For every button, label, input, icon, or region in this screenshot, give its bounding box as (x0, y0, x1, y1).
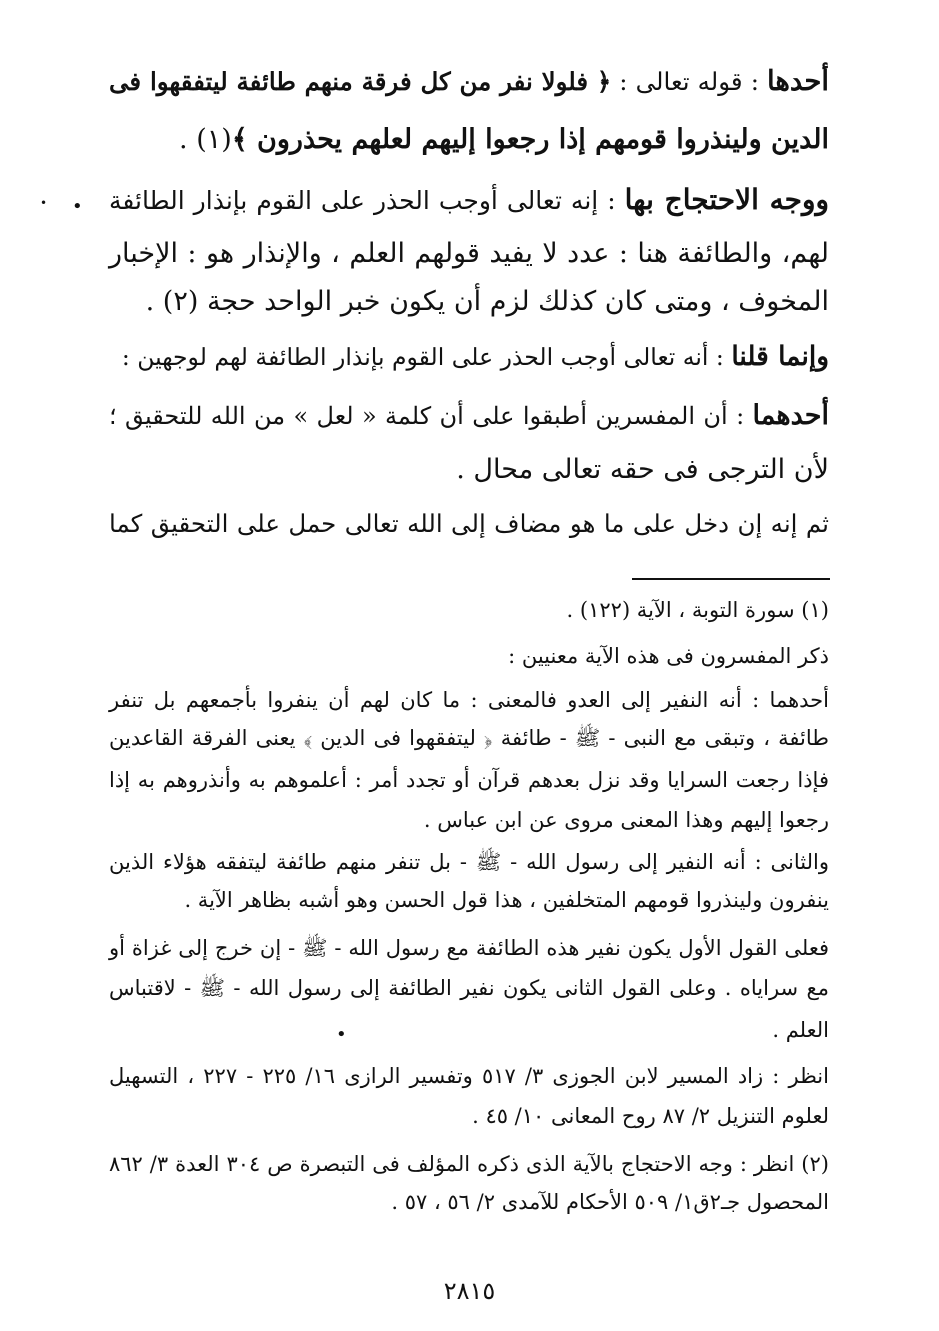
footnote-line-5: فإذا رجعت السرايا وقد نزل بعدهم قرآن أو تجدد أمر : أعلموهم به وأنذروهم به إذا (109, 768, 829, 792)
footnote-line-15: المحصول جـ٢ق١/ ٥٠٩ الأحكام للآمدى ٢/ ٥٦ ، ٥٧ . (391, 1190, 829, 1214)
footnote-line-2: ذكر المفسرون فى هذه الآية معنيين : (508, 644, 829, 668)
footnote-line-1: (١) سورة التوبة ، الآية (١٢٢) . (566, 598, 829, 622)
footnote-line-8: ينفرون ولينذروا قومهم المتخلفين ، هذا قول الحسن وهو أشبه بظاهر الآية . (184, 888, 829, 912)
footnote-line-9: فعلى القول الأول يكون نفير هذه الطائفة مع رسول الله - ﷺ - إن خرج إلى غزاة أو (109, 936, 829, 960)
main-line-3 (109, 183, 829, 216)
paragraph-text: : إنه تعالى أوجب الحذر على القوم بإنذار الطائفة (109, 186, 625, 215)
footnote-line-11: العلم . (772, 1018, 829, 1042)
main-line-4: لهم، والطائفة هنا : عدد لا يفيد قولهم العلم ، والإنذار هو : الإخبار (109, 238, 829, 269)
quran-verse-part-1: ﴿ فلولا نفر من كل فرقة منهم طائفة ليتفقهوا فى (109, 67, 612, 96)
scan-speck: • (336, 1024, 347, 1045)
footnote-separator (632, 578, 830, 580)
paragraph-text: : أنه تعالى أوجب الحذر على القوم بإنذار الطائفة لهم لوجهين : (121, 343, 732, 371)
main-line-5: المخوف ، ومتى كان كذلك لزم أن يكون خبر الواحد حجة (٢) . (145, 286, 829, 317)
paragraph-lead-wajh: ووجه الاحتجاج بها (624, 183, 829, 216)
footnote-line-10: مع سراياه . وعلى القول الثانى يكون نفير الطائفة إلى رسول الله - ﷺ - لاقتباس (109, 976, 829, 1000)
scan-speck: • (40, 196, 48, 210)
main-line-7 (109, 402, 829, 429)
main-line-1 (109, 65, 829, 97)
paragraph-text: : أن المفسرين أطبقوا على أن كلمة « لعل » من الله للتحقيق ؛ (109, 402, 753, 430)
paragraph-lead-ahaduha: أحدها (767, 65, 829, 97)
footnote-ref-1: (١) . (179, 124, 232, 155)
footnote-line-4: طائفة ، وتبقى مع النبى - ﷺ - طائفة ﴿ ليتفقهوا فى الدين ﴾ يعنى الفرقة القاعدين (109, 726, 829, 750)
main-line-2 (109, 126, 829, 153)
footnote-line-13: لعلوم التنزيل ٢/ ٨٧ روح المعانى ١٠/ ٤٥ . (472, 1104, 829, 1128)
footnote-line-6: رجعوا إليهم وهذا المعنى مروى عن ابن عباس . (423, 808, 829, 832)
main-line-9: ثم إنه إن دخل على ما هو مضاف إلى الله تعالى حمل على التحقيق كما (109, 509, 829, 538)
footnote-line-3: أحدهما : أنه النفير إلى العدو فالمعنى : ما كان لهم أن ينفروا بأجمعهم بل تنفر (109, 688, 829, 712)
page-number: ٢٨١٥ (443, 1277, 496, 1305)
footnote-line-7: والثانى : أنه النفير إلى رسول الله - ﷺ - بل تنفر منهم طائفة ليتفقه هؤلاء الذين (109, 850, 829, 874)
scan-speck: • (72, 196, 83, 217)
main-line-8: لأن الترجى فى حقه تعالى محال . (456, 454, 829, 485)
footnote-line-12: انظر : زاد المسير لابن الجوزى ٣/ ٥١٧ وتفسير الرازى ١٦/ ٢٢٥ - ٢٢٧ ، التسهيل (109, 1064, 829, 1088)
intro-text: : قوله تعالى : (611, 67, 768, 96)
paragraph-lead-ahaduhuma: أحدهما (752, 400, 829, 431)
main-line-6 (109, 341, 829, 372)
quran-verse-part-2: الدين ولينذروا قومهم إذا رجعوا إليهم لعلهم يحذرون ﴾ (231, 124, 829, 155)
paragraph-lead-innama: وإنما قلنا (731, 341, 829, 372)
footnote-line-14: (٢) انظر : وجه الاحتجاج بالآية الذى ذكره المؤلف فى التبصرة ص ٣٠٤ العدة ٣/ ٨٦٢ (109, 1152, 829, 1176)
